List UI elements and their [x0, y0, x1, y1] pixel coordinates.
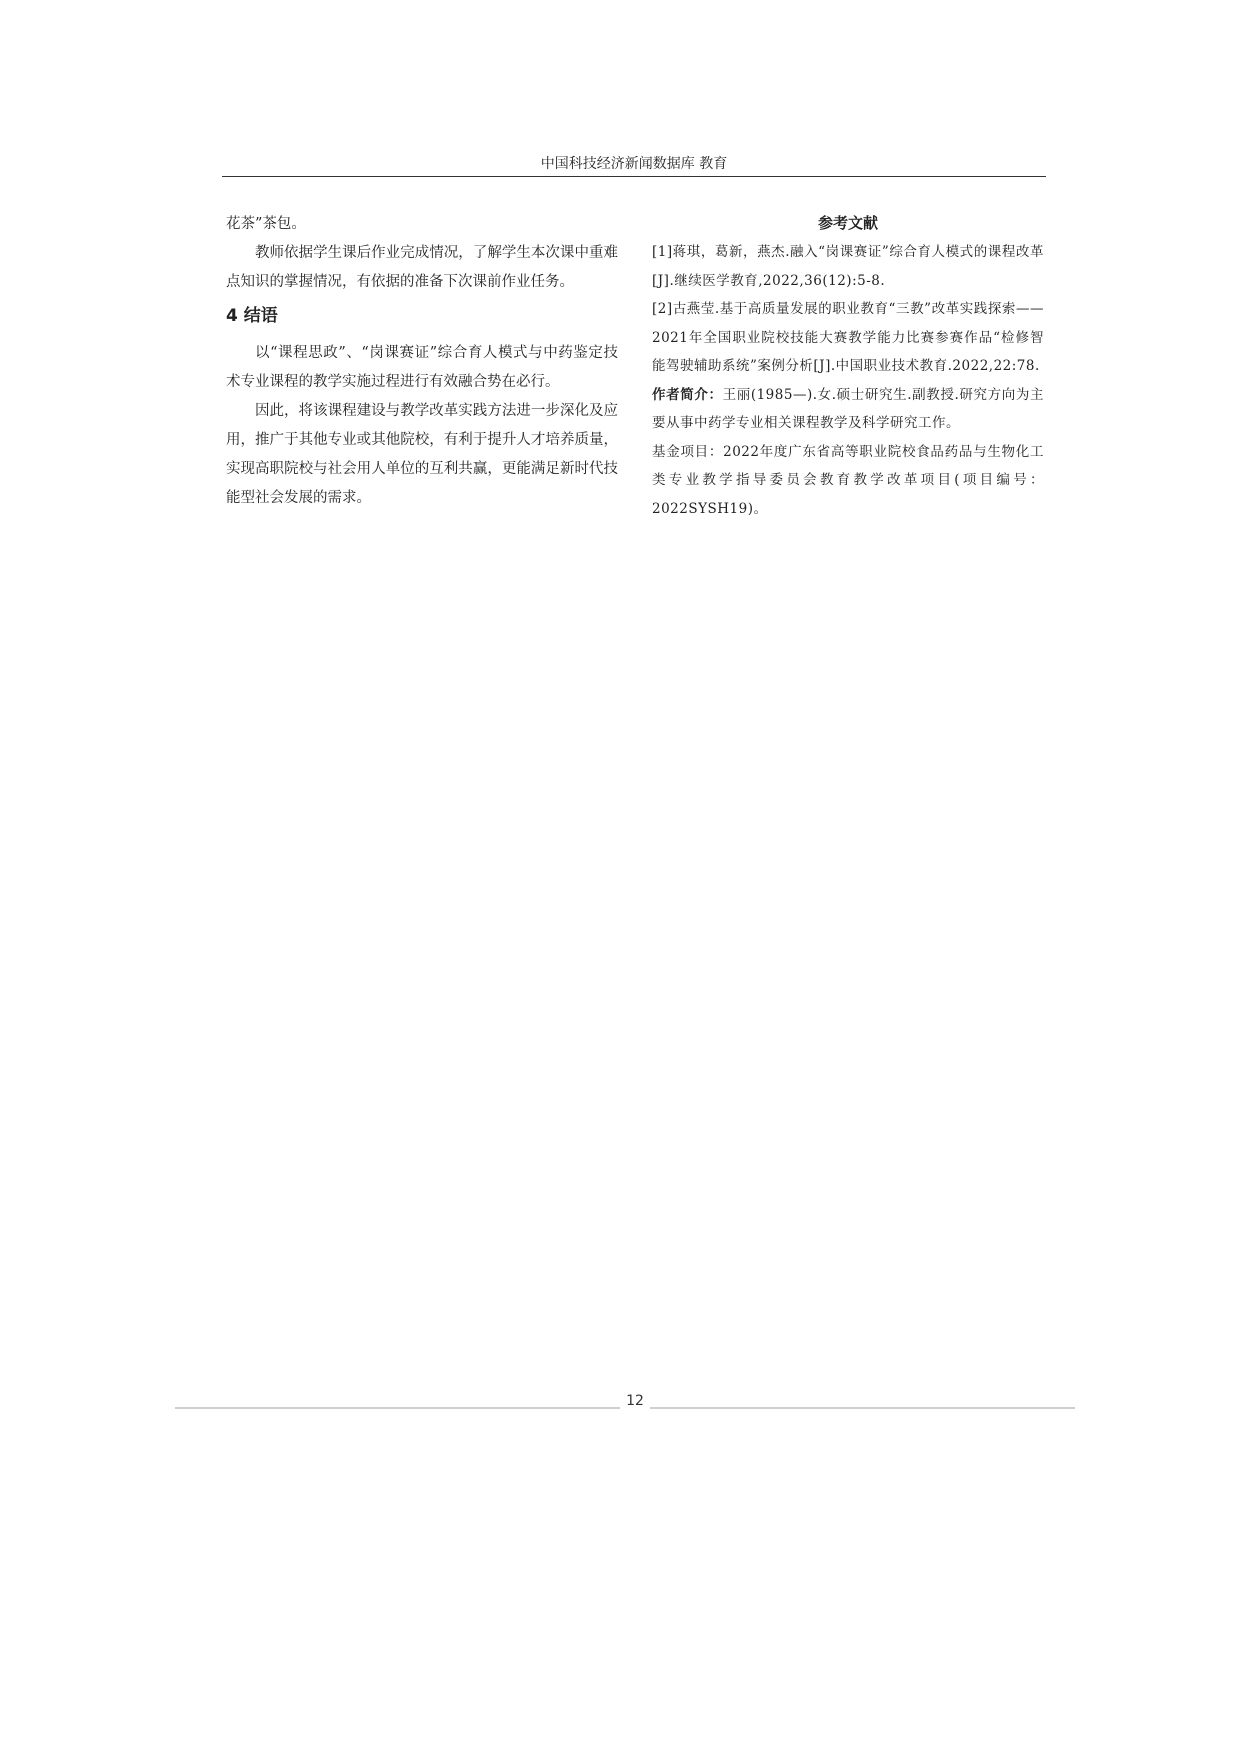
reference-2: [2]古燕莹.基于高质量发展的职业教育“三教”改革实践探索——2021年全国职业院校技能大赛教学能力比赛参赛作品“检修智能驾驶辅助系统”案例分析[J].中国职业技术教育.2022,22:78.	[652, 301, 1044, 374]
running-header: 中国科技经济新闻数据库 教育	[540, 156, 728, 172]
paragraph-continuation: 花茶”茶包。	[226, 216, 306, 232]
left-column	[226, 210, 618, 513]
section-title-conclusion: 4 结语	[226, 306, 278, 326]
paragraph-conclusion-2: 因此，将该课程建设与教学改革实践方法进一步深化及应用，推广于其他专业或其他院校，有利于提升人才培养质量，实现高职院校与社会用人单位的互利共赢，更能满足新时代技能型社会发展的需求。	[226, 403, 618, 506]
fund-info: 基金项目：2022年度广东省高等职业院校食品药品与生物化工类专业教学指导委员会教育教学改革项目(项目编号：2022SYSH19)。	[652, 443, 1044, 517]
reference-1: [1]蒋琪，葛新，燕杰.融入“岗课赛证”综合育人模式的课程改革[J].继续医学教育,2022,36(12):5-8.	[652, 244, 1044, 289]
right-column	[652, 210, 1044, 523]
paragraph-conclusion-1: 以“课程思政”、“岗课赛证”综合育人模式与中药鉴定技术专业课程的教学实施过程进行有效融合势在必行。	[226, 345, 618, 390]
paragraph-homework: 教师依据学生课后作业完成情况，了解学生本次课中重难点知识的掌握情况，有依据的准备下次课前作业任务。	[226, 245, 618, 290]
header-rule	[222, 176, 1046, 177]
author-bio-label: 作者简介：	[652, 386, 723, 403]
author-bio	[652, 381, 1044, 438]
author-bio-text: 王丽(1985—).女.硕士研究生.副教授.研究方向为主要从事中药学专业相关课程教学及科学研究工作。	[652, 386, 1044, 431]
page-number: 12	[620, 1393, 650, 1409]
references-title: 参考文献	[817, 214, 878, 232]
